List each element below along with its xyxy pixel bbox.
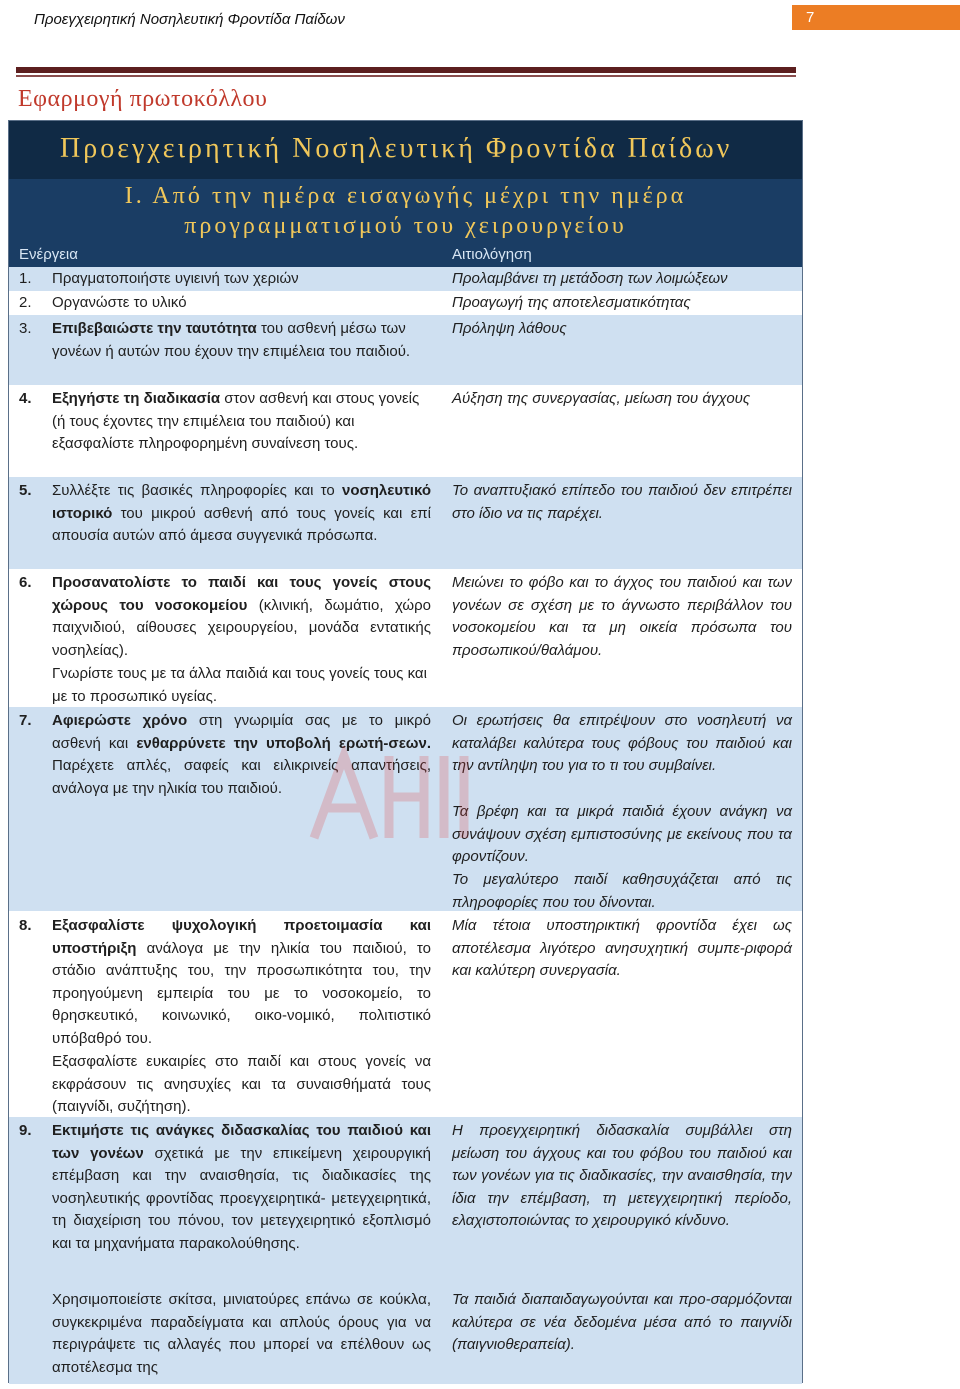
row-number: 9. [19, 1122, 32, 1139]
row-number: 6. [19, 574, 32, 591]
row-rationale: Προαγωγή της αποτελεσματικότητας [452, 294, 691, 311]
protocol-table [8, 120, 803, 1383]
row-number: 5. [19, 482, 32, 499]
table-row [9, 477, 802, 569]
row-action-bold: Εξηγήστε τη διαδικασία [52, 390, 221, 407]
table-title-band [9, 121, 802, 179]
row-rationale: Προλαμβάνει τη μετάδοση των λοιμώξεων [452, 270, 728, 287]
table-row [9, 267, 802, 291]
row-action-text: στη γνωριμία σας με το μικρό ασθενή και [52, 712, 431, 752]
row-action-text: σχετικά με την επικείμενη χειρουργική επέμβαση και την αναισθησία, τις διαδικασίες της νοσηλευτικής φροντίδας προεγχειρητικά- μετεγχειρητικά, τη διαχείριση του πόνου, τον μετεγχειρητικό εξοπλισμό και τα μηχανήματα παρακολούθησης. [52, 1144, 431, 1252]
row-action-bold: Επιβεβαιώστε την ταυτότητα [52, 320, 257, 337]
row-action-paragraph: Γνωρίστε τους με τα άλλα παιδιά και τους γονείς τους και με το προσωπικό υγείας. [52, 665, 427, 705]
subtitle-line1: Ι. Από την ημέρα εισαγωγής μέχρι την ημέρα [124, 183, 687, 209]
row-action [52, 388, 422, 456]
row-action [52, 1120, 431, 1256]
row-action-text: Παρέχετε απλές, σαφείς και ειλικρινείς απαντήσεις, ανάλογα με την ηλικία του παιδιού. [52, 757, 431, 797]
row-action [52, 915, 431, 1051]
table-header-row [9, 243, 802, 267]
row-action-bold: νοσηλευτικό ιστορικό [52, 482, 431, 522]
table-row [9, 569, 802, 707]
row-action: Πραγματοποιήστε υγιεινή των χεριών [52, 270, 299, 287]
doc-title: Εφαρμογή πρωτοκόλλου [18, 86, 268, 112]
watermark-logo [304, 746, 474, 846]
running-head: Προεγχειρητική Νοσηλευτική Φροντίδα Παίδων [34, 11, 345, 28]
row-action-paragraph: Εξασφαλίστε ευκαιρίες στο παιδί και στους γονείς να εκφράσουν τις ανησυχίες και τα συναισθήματά τους (παιγνίδι, συζήτηση). [52, 1053, 431, 1116]
header-rule-thin [16, 75, 796, 77]
row-action [52, 572, 431, 662]
table-row [9, 385, 802, 477]
row-action-bold: Προσανατολίστε το παιδί και τους γονείς στους χώρους του νοσοκομείου [52, 574, 431, 614]
row-action-text: ανάλογα με την ηλικία του παιδιού, το στάδιο ανάπτυξης του, την προσωπικότητα του, την προηγούμενη εμπειρία του με το νοσοκομείο, το θρησκευτικό, κοινωνικό, οικο-νομικό, πολιτιστικό υπόβαθρό του. [52, 939, 431, 1047]
row-rationale: Πρόληψη λάθους [452, 320, 567, 337]
col-rationale-header: Αιτιολόγηση [452, 246, 532, 263]
row-number: 8. [19, 917, 32, 934]
row-action-bold: Εξασφαλίστε ψυχολογική προετοιμασία και υποστήριξη [52, 917, 431, 957]
row-rationale-paragraph: Τα βρέφη και τα μικρά παιδιά έχουν ανάγκη να συνάψουν σχέση εμπιστοσύνης με εκείνους που τα φροντίζουν. [452, 803, 792, 866]
row-rationale: Οι ερωτήσεις θα επιτρέψουν στο νοσηλευτή να καταλάβει καλύτερα τους φόβους του παιδιού και την αντίληψη του για το τι του συμβαίνει. [452, 712, 792, 775]
row-number: 1. [19, 270, 32, 287]
subtitle-line2: προγραμματισμού του χειρουργείου [184, 213, 627, 239]
row-action-text: του μικρού ασθενή από τους γονείς και επί απουσία αυτών από άμεσα συγγενικά πρόσωπα. [52, 504, 431, 545]
table-row [9, 315, 802, 385]
table-row [9, 911, 802, 1117]
table-row [9, 291, 802, 315]
row-action: Οργανώστε το υλικό [52, 294, 187, 311]
row-rationale: Μία τέτοια υποστηρικτική φροντίδα έχει ως αποτέλεσμα λιγότερο ανησυχητική συμπε-ριφορά και καλύτερη συνεργασία. [452, 917, 792, 980]
row-action-bold: ενθαρρύνετε την υποβολή ερωτή-σεων. [136, 734, 431, 752]
row-action-bold: Εκτιμήστε τις ανάγκες διδασκαλίας του παιδιού και των γονέων [52, 1122, 431, 1162]
row-number: 2. [19, 294, 32, 311]
row-action [52, 318, 422, 363]
row-rationale: Μειώνει το φόβο και το άγχος του παιδιού και των γονέων σε σχέση με το άγνωστο περιβάλλον του νοσοκομείου και τα μη οικεία πρόσωπα του προσωπικού/θαλάμου. [452, 574, 792, 659]
row-rationale: Η προεγχειρητική διδασκαλία συμβάλλει στη μείωση του άγχους και του φόβου του παιδιού και των γονέων για τις διαδικασίες, την αναισθησία, την ίδια την επέμβαση, τη μετεγχειρητική περίοδο, ελαχιστοποιώντας το χειρουργικό κίνδυνο. [452, 1122, 792, 1230]
table-title: Προεγχειρητική Νοσηλευτική Φροντίδα Παίδων [60, 133, 733, 164]
row-action-continued: Χρησιμοποιείστε σκίτσα, μινιατούρες επάνω σε κούκλα, συγκεκριμένα παραδείγματα και απλούς όρους για να περιγράψετε τις αλλαγές που μπορεί να επέλθουν ως αποτέλεσμα της [52, 1291, 431, 1376]
header-rule-thick [16, 67, 796, 73]
row-number: 4. [19, 390, 32, 407]
row-action-text: (κλινική, δωμάτιο, χώρο παιχνιδιού, αίθουσες χειρουργείου, μονάδα εντατικής νοσηλείας). [52, 596, 431, 659]
table-subtitle-band [9, 179, 802, 243]
row-action-text: του ασθενή μέσω των γονέων ή αυτών που έχουν την επιμέλεια του παιδιού. [52, 320, 411, 360]
table-subtitle [9, 181, 802, 241]
row-action-bold: Αφιερώστε χρόνο [52, 712, 188, 729]
row-number: 7. [19, 712, 32, 729]
row-action [52, 480, 431, 548]
row-rationale: Το αναπτυξιακό επίπεδο του παιδιού δεν επιτρέπει στο ίδιο να τις παρέχει. [452, 482, 792, 522]
row-action-text: Συλλέξτε τις βασικές πληροφορίες και το [52, 482, 342, 499]
row-number: 3. [19, 320, 32, 337]
row-rationale: Αύξηση της συνεργασίας, μείωση του άγχους [452, 390, 751, 407]
table-row [9, 1117, 802, 1384]
row-rationale-paragraph: Το μεγαλύτερο παιδί καθησυχάζεται από τις πληροφορίες που του δίνονται. [452, 871, 792, 911]
row-rationale-continued: Τα παιδιά διαπαιδαγωγούνται και προ-σαρμόζονται καλύτερα σε νέα δεδομένα μέσα από το παιγνίδι (παιγνιοθεραπεία). [452, 1291, 792, 1354]
col-action-header: Ενέργεια [19, 246, 78, 263]
page-number-box: 7 [792, 5, 960, 30]
row-action-text: στον ασθενή και στους γονείς (ή τους έχοντες την επιμέλεια του παιδιού) και εξασφαλίστε πληροφορημένη συναίνεση τους. [52, 390, 420, 453]
